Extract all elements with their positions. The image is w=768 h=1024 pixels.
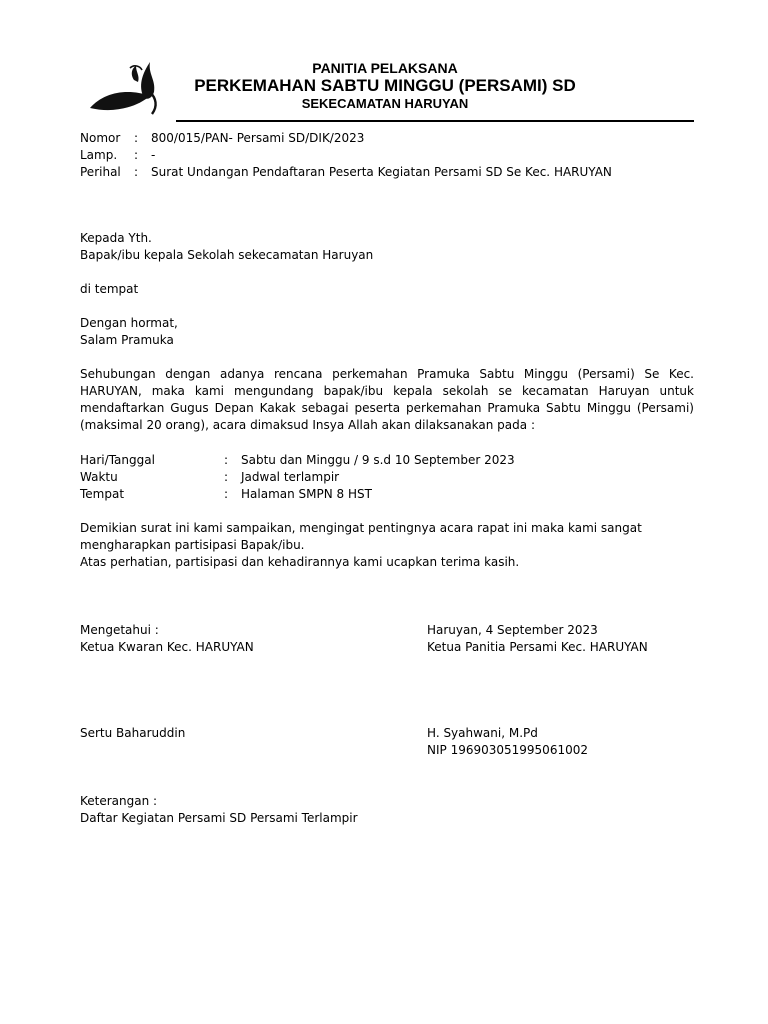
signature-right-line-2: Ketua Panitia Persami Kec. HARUYAN: [427, 640, 648, 654]
signature-left-line-1: Mengetahui :: [80, 623, 159, 637]
notes-text: Daftar Kegiatan Persami SD Persami Terlampir: [80, 811, 358, 825]
signature-right-line-1: Haruyan, 4 September 2023: [427, 623, 598, 637]
closing-line-1: Demikian surat ini kami sampaikan, mengingat pentingnya acara rapat ini maka kami sangat: [80, 521, 642, 535]
perihal-value: Surat Undangan Pendaftaran Peserta Kegiatan Persami SD Se Kec. HARUYAN: [151, 165, 612, 179]
schedule-colon: :: [224, 453, 229, 467]
letterhead-line-2: PERKEMAHAN SABTU MINGGU (PERSAMI) SD: [194, 76, 576, 95]
recipient-line-3: di tempat: [80, 282, 139, 296]
lamp-colon: :: [134, 148, 139, 162]
schedule-label: Hari/Tanggal: [80, 453, 155, 467]
closing-line-3: Atas perhatian, partisipasi dan kehadirannya kami ucapkan terima kasih.: [80, 555, 520, 569]
lamp-value: -: [151, 148, 156, 162]
nomor-colon: :: [134, 131, 139, 145]
signature-right-name: H. Syahwani, M.Pd: [427, 726, 538, 740]
flame-leaf-logo-icon: [86, 58, 170, 120]
schedule-colon: :: [224, 487, 229, 501]
schedule-colon: :: [224, 470, 229, 484]
greeting-line-2: Salam Pramuka: [80, 333, 174, 347]
body-line: Sehubungan dengan adanya rencana perkemahan Pramuka Sabtu Minggu (Persami) Se Kec.: [80, 367, 694, 381]
letterhead-divider: [176, 120, 694, 122]
perihal-label: Perihal: [80, 165, 121, 179]
signature-left-line-2: Ketua Kwaran Kec. HARUYAN: [80, 640, 254, 654]
signature-right-nip: NIP 196903051995061002: [427, 743, 588, 757]
letterhead: [170, 60, 600, 111]
notes-label: Keterangan :: [80, 794, 158, 808]
perihal-colon: :: [134, 165, 139, 179]
schedule-label: Tempat: [80, 487, 125, 501]
body-paragraph: [80, 366, 694, 434]
greeting-line-1: Dengan hormat,: [80, 316, 178, 330]
closing-line-2: mengharapkan partisipasi Bapak/ibu.: [80, 538, 305, 552]
nomor-value: 800/015/PAN- Persami SD/DIK/2023: [151, 131, 365, 145]
signature-left-name: Sertu Baharuddin: [80, 726, 186, 740]
body-line: mendaftarkan Gugus Depan Kakak sebagai peserta perkemahan Pramuka Sabtu Minggu (Persami): [80, 401, 694, 415]
schedule-value: Sabtu dan Minggu / 9 s.d 10 September 2023: [241, 453, 515, 467]
letterhead-line-3: SEKECAMATAN HARUYAN: [301, 96, 469, 111]
schedule-value: Halaman SMPN 8 HST: [241, 487, 372, 501]
lamp-label: Lamp.: [80, 148, 118, 162]
body-line: (maksimal 20 orang), acara dimaksud Insya Allah akan dilaksanakan pada :: [80, 418, 535, 432]
recipient-line-2: Bapak/ibu kepala Sekolah sekecamatan Haruyan: [80, 248, 374, 262]
body-line: HARUYAN, maka kami mengundang bapak/ibu kepala sekolah se kecamatan Haruyan untuk: [80, 384, 694, 398]
schedule-value: Jadwal terlampir: [241, 470, 340, 484]
letterhead-line-1: PANITIA PELAKSANA: [312, 60, 458, 76]
nomor-label: Nomor: [80, 131, 121, 145]
recipient-line-1: Kepada Yth.: [80, 231, 152, 245]
schedule-label: Waktu: [80, 470, 118, 484]
